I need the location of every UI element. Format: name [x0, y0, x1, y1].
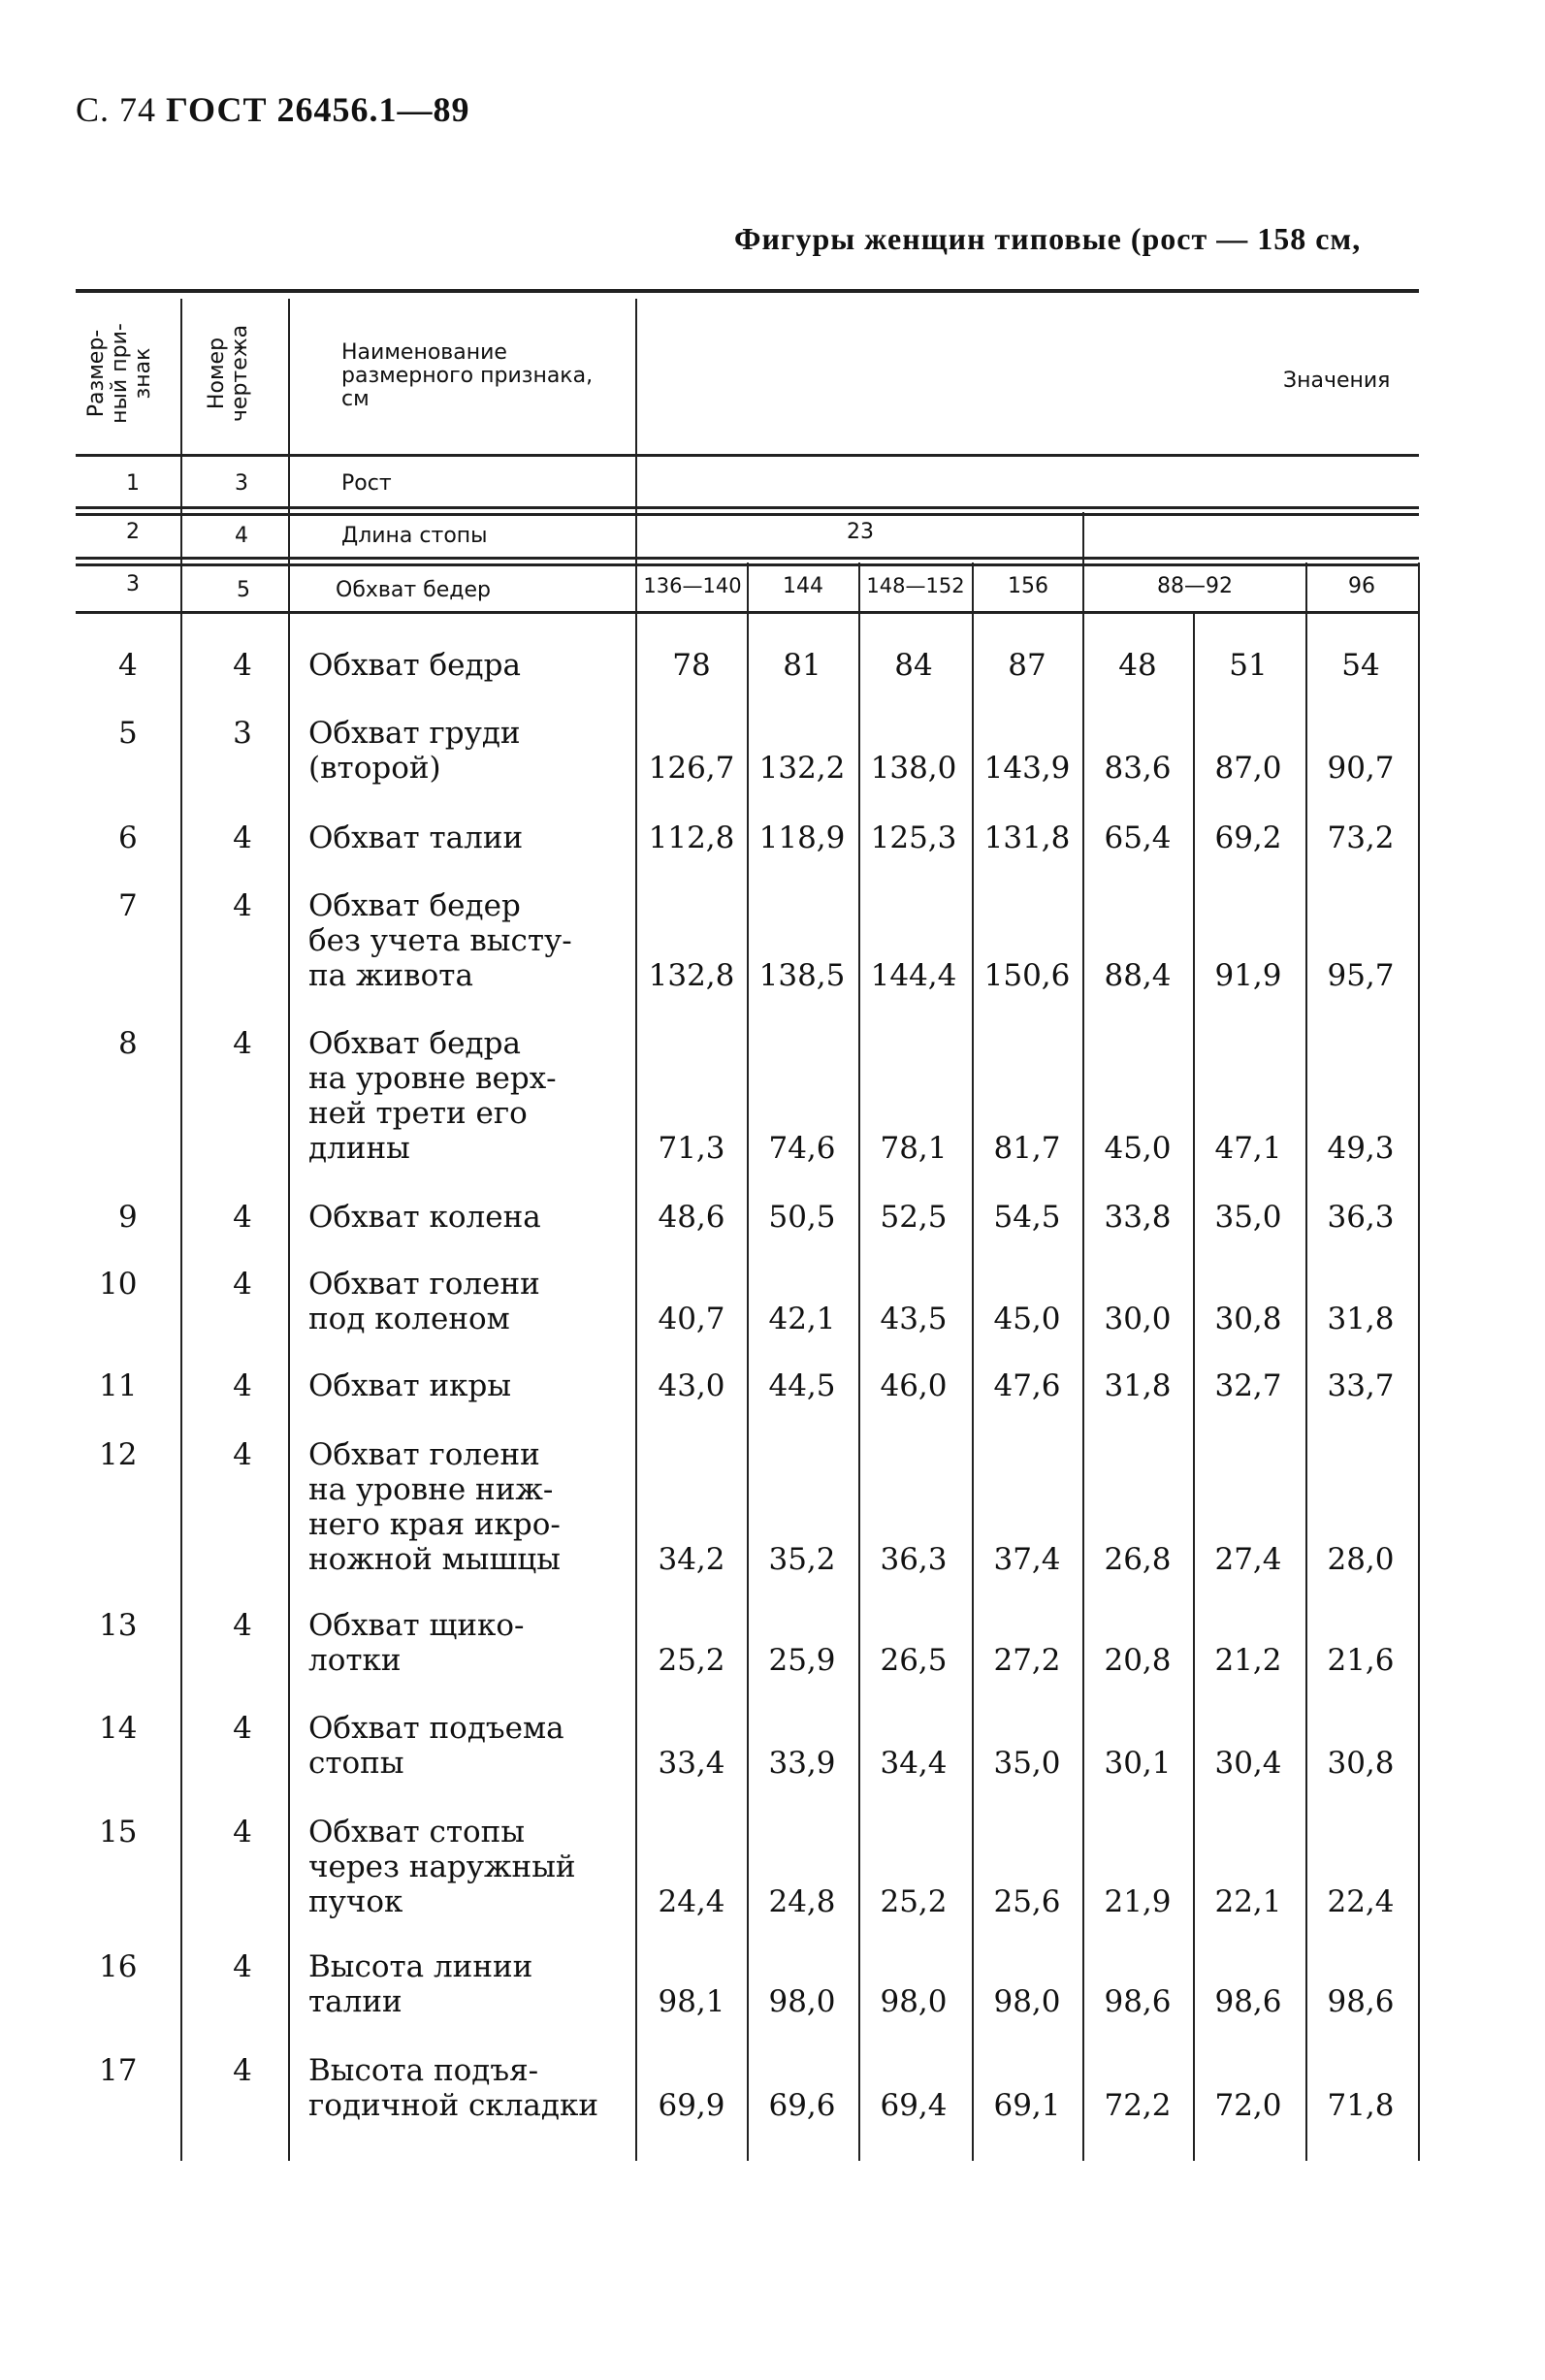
row-value-1: 24,4: [658, 1884, 725, 1919]
row-value-6: 30,4: [1214, 1746, 1282, 1781]
row-value-6: 21,2: [1214, 1643, 1282, 1678]
row-value-3: 69,4: [880, 2088, 948, 2123]
col-divider-3: [635, 299, 637, 2161]
page-header: [76, 89, 469, 130]
row-value-5: 45,0: [1104, 1131, 1172, 1166]
row-value-1: 132,8: [648, 958, 735, 993]
col-divider-5: [858, 563, 860, 2161]
row-feature-name: Обхват бедра на уровне верх- ней трети его длины: [308, 1026, 557, 1166]
row-index: 10: [99, 1267, 138, 1302]
row-value-4: 131,8: [983, 820, 1071, 855]
row-value-7: 73,2: [1327, 820, 1395, 855]
row3-drawing: 5: [237, 578, 250, 602]
row-drawing-number: 4: [233, 1026, 252, 1061]
row-value-7: 22,4: [1327, 1884, 1395, 1919]
row-value-5: 48: [1118, 648, 1157, 683]
row-value-6: 69,2: [1214, 820, 1282, 855]
row2-bottom-rule: [76, 557, 1419, 560]
row-feature-name: Обхват бедра: [308, 648, 521, 683]
row-value-3: 46,0: [880, 1368, 948, 1403]
row-value-3: 52,5: [880, 1200, 948, 1235]
header-feature-name: Наименование размерного признака, см: [341, 340, 594, 411]
row-value-7: 33,7: [1327, 1368, 1395, 1403]
row-feature-name: Обхват колена: [308, 1200, 541, 1235]
row-value-5: 20,8: [1104, 1643, 1172, 1678]
row-index: 17: [99, 2053, 138, 2088]
row1-index: 1: [126, 471, 140, 496]
row-value-4: 27,2: [993, 1643, 1061, 1678]
row-value-3: 125,3: [870, 820, 957, 855]
row-index: 13: [99, 1608, 138, 1643]
row-value-5: 98,6: [1104, 1984, 1172, 2019]
row-value-7: 90,7: [1327, 751, 1395, 786]
row-value-1: 34,2: [658, 1542, 725, 1577]
row-drawing-number: 3: [233, 716, 252, 751]
row-value-6: 47,1: [1214, 1131, 1282, 1166]
row-value-3: 36,3: [880, 1542, 948, 1577]
row-feature-name: Обхват стопы через наружный пучок: [308, 1815, 576, 1919]
row-value-5: 33,8: [1104, 1200, 1172, 1235]
row-value-2: 118,9: [758, 820, 846, 855]
header-drawing-number: Номер чертежа: [205, 324, 252, 423]
standard-number: ГОСТ 26456.1—89: [166, 90, 470, 129]
row-value-4: 81,7: [993, 1131, 1061, 1166]
row-value-2: 132,2: [758, 751, 846, 786]
row-index: 5: [118, 716, 138, 751]
row-value-5: 30,0: [1104, 1302, 1172, 1336]
row-value-2: 33,9: [768, 1746, 836, 1781]
row-value-1: 126,7: [648, 751, 735, 786]
row-drawing-number: 4: [233, 888, 252, 923]
row-value-7: 28,0: [1327, 1542, 1395, 1577]
row-value-7: 98,6: [1327, 1984, 1395, 2019]
row-value-1: 69,9: [658, 2088, 725, 2123]
row-value-2: 24,8: [768, 1884, 836, 1919]
row-value-1: 98,1: [658, 1984, 725, 2019]
row-index: 16: [99, 1949, 138, 1984]
row-value-3: 78,1: [880, 1131, 948, 1166]
row-drawing-number: 4: [233, 1200, 252, 1235]
col-divider-9: [1305, 563, 1307, 2161]
row3-index: 3: [126, 572, 140, 596]
row-value-5: 30,1: [1104, 1746, 1172, 1781]
row-drawing-number: 4: [233, 1711, 252, 1746]
row-value-3: 144,4: [870, 958, 957, 993]
row-value-3: 98,0: [880, 1984, 948, 2019]
row-feature-name: Обхват икры: [308, 1368, 512, 1403]
row-index: 9: [118, 1200, 138, 1235]
row-value-4: 69,1: [993, 2088, 1061, 2123]
row-value-4: 35,0: [993, 1746, 1061, 1781]
row-index: 14: [99, 1711, 138, 1746]
row-value-4: 54,5: [993, 1200, 1061, 1235]
row-feature-name: Высота линии талии: [308, 1949, 533, 2019]
row-value-2: 44,5: [768, 1368, 836, 1403]
row-value-3: 138,0: [870, 751, 957, 786]
row-value-6: 87,0: [1214, 751, 1282, 786]
row-index: 15: [99, 1815, 138, 1849]
col-divider-2: [288, 299, 290, 2161]
row3-range-2: 144: [783, 574, 823, 598]
row-value-6: 35,0: [1214, 1200, 1282, 1235]
row-feature-name: Обхват груди (второй): [308, 716, 521, 786]
row-value-2: 50,5: [768, 1200, 836, 1235]
row-drawing-number: 4: [233, 1437, 252, 1472]
row-value-5: 31,8: [1104, 1368, 1172, 1403]
header-bottom-rule: [76, 454, 1419, 457]
row-value-5: 65,4: [1104, 820, 1172, 855]
row-value-2: 74,6: [768, 1131, 836, 1166]
row3-range-1: 136—140: [643, 574, 742, 597]
row-value-4: 143,9: [983, 751, 1071, 786]
row-value-4: 150,6: [983, 958, 1071, 993]
row-value-5: 21,9: [1104, 1884, 1172, 1919]
row-value-7: 36,3: [1327, 1200, 1395, 1235]
row-index: 11: [99, 1368, 138, 1403]
row-feature-name: Обхват голени на уровне ниж- него края икро- ножной мышцы: [308, 1437, 561, 1577]
row-value-6: 98,6: [1214, 1984, 1282, 2019]
row-value-6: 30,8: [1214, 1302, 1282, 1336]
row-value-2: 35,2: [768, 1542, 836, 1577]
col-divider-10: [1418, 563, 1420, 2161]
col-divider-1: [180, 299, 182, 2161]
row-index: 4: [118, 648, 138, 683]
row-value-2: 98,0: [768, 1984, 836, 2019]
row2-top-rule: [76, 513, 1419, 516]
row-drawing-number: 4: [233, 820, 252, 855]
table-top-rule: [76, 289, 1419, 293]
row1-name: Рост: [341, 471, 392, 496]
row3-range-5: 88—92: [1157, 574, 1233, 598]
row-value-6: 22,1: [1214, 1884, 1282, 1919]
row-drawing-number: 4: [233, 1368, 252, 1403]
row-value-4: 47,6: [993, 1368, 1061, 1403]
col-divider-6: [972, 563, 974, 2161]
row-value-1: 112,8: [648, 820, 735, 855]
row-value-1: 33,4: [658, 1746, 725, 1781]
row-value-3: 25,2: [880, 1884, 948, 1919]
row-index: 12: [99, 1437, 138, 1472]
row-value-5: 26,8: [1104, 1542, 1172, 1577]
row-value-2: 42,1: [768, 1302, 836, 1336]
row-value-7: 54: [1341, 648, 1380, 683]
row-feature-name: Обхват бедер без учета высту- па живота: [308, 888, 572, 993]
row-feature-name: Обхват талии: [308, 820, 524, 855]
row-value-1: 71,3: [658, 1131, 725, 1166]
row-value-5: 72,2: [1104, 2088, 1172, 2123]
row-value-1: 48,6: [658, 1200, 725, 1235]
row-index: 7: [118, 888, 138, 923]
row-feature-name: Высота подъя- годичной складки: [308, 2053, 599, 2123]
row-value-4: 87: [1008, 648, 1046, 683]
row3-range-3: 148—152: [866, 574, 965, 597]
row-drawing-number: 4: [233, 648, 252, 683]
row-value-3: 26,5: [880, 1643, 948, 1678]
row-value-7: 95,7: [1327, 958, 1395, 993]
row-value-2: 25,9: [768, 1643, 836, 1678]
row-value-4: 25,6: [993, 1884, 1061, 1919]
row2-name: Длина стопы: [341, 524, 488, 548]
row2-index: 2: [126, 520, 140, 544]
row-drawing-number: 4: [233, 2053, 252, 2088]
row-value-6: 32,7: [1214, 1368, 1282, 1403]
row-value-6: 72,0: [1214, 2088, 1282, 2123]
row-value-1: 40,7: [658, 1302, 725, 1336]
row-value-7: 21,6: [1327, 1643, 1395, 1678]
row3-range-4: 156: [1008, 574, 1048, 598]
table-caption: Фигуры женщин типовые (рост — 158 см,: [734, 221, 1362, 256]
row-value-4: 37,4: [993, 1542, 1061, 1577]
row-value-7: 71,8: [1327, 2088, 1395, 2123]
row-value-7: 49,3: [1327, 1131, 1395, 1166]
row-drawing-number: 4: [233, 1815, 252, 1849]
row2-drawing: 4: [235, 524, 248, 548]
row-value-4: 45,0: [993, 1302, 1061, 1336]
row-value-4: 98,0: [993, 1984, 1061, 2019]
row-value-3: 43,5: [880, 1302, 948, 1336]
row3-range-6: 96: [1348, 574, 1375, 598]
row-index: 8: [118, 1026, 138, 1061]
header-values: Значения: [1283, 369, 1391, 393]
row-index: 6: [118, 820, 138, 855]
row-value-6: 51: [1229, 648, 1268, 683]
row-feature-name: Обхват подъема стопы: [308, 1711, 564, 1781]
row-value-7: 31,8: [1327, 1302, 1395, 1336]
row-value-2: 69,6: [768, 2088, 836, 2123]
row-feature-name: Обхват голени под коленом: [308, 1267, 540, 1336]
row-value-1: 43,0: [658, 1368, 725, 1403]
page-ref: С. 74: [76, 90, 157, 129]
row-value-2: 138,5: [758, 958, 846, 993]
row-value-5: 88,4: [1104, 958, 1172, 993]
row-value-6: 27,4: [1214, 1542, 1282, 1577]
row-drawing-number: 4: [233, 1608, 252, 1643]
row-drawing-number: 4: [233, 1267, 252, 1302]
row-value-2: 81: [783, 648, 821, 683]
row-value-1: 78: [672, 648, 711, 683]
row-value-3: 84: [894, 648, 933, 683]
header-size-feature: Размер- ный при- знак: [84, 323, 155, 424]
row-value-7: 30,8: [1327, 1746, 1395, 1781]
row-value-6: 91,9: [1214, 958, 1282, 993]
row-drawing-number: 4: [233, 1949, 252, 1984]
row-value-5: 83,6: [1104, 751, 1172, 786]
row3-name: Обхват бедер: [336, 578, 491, 602]
row-value-3: 34,4: [880, 1746, 948, 1781]
row1-drawing: 3: [235, 471, 248, 496]
row-value-1: 25,2: [658, 1643, 725, 1678]
row2-foot-length-value: 23: [847, 520, 874, 544]
row1-bottom-rule: [76, 506, 1419, 509]
row-feature-name: Обхват щико- лотки: [308, 1608, 525, 1678]
col-divider-4: [747, 563, 749, 2161]
